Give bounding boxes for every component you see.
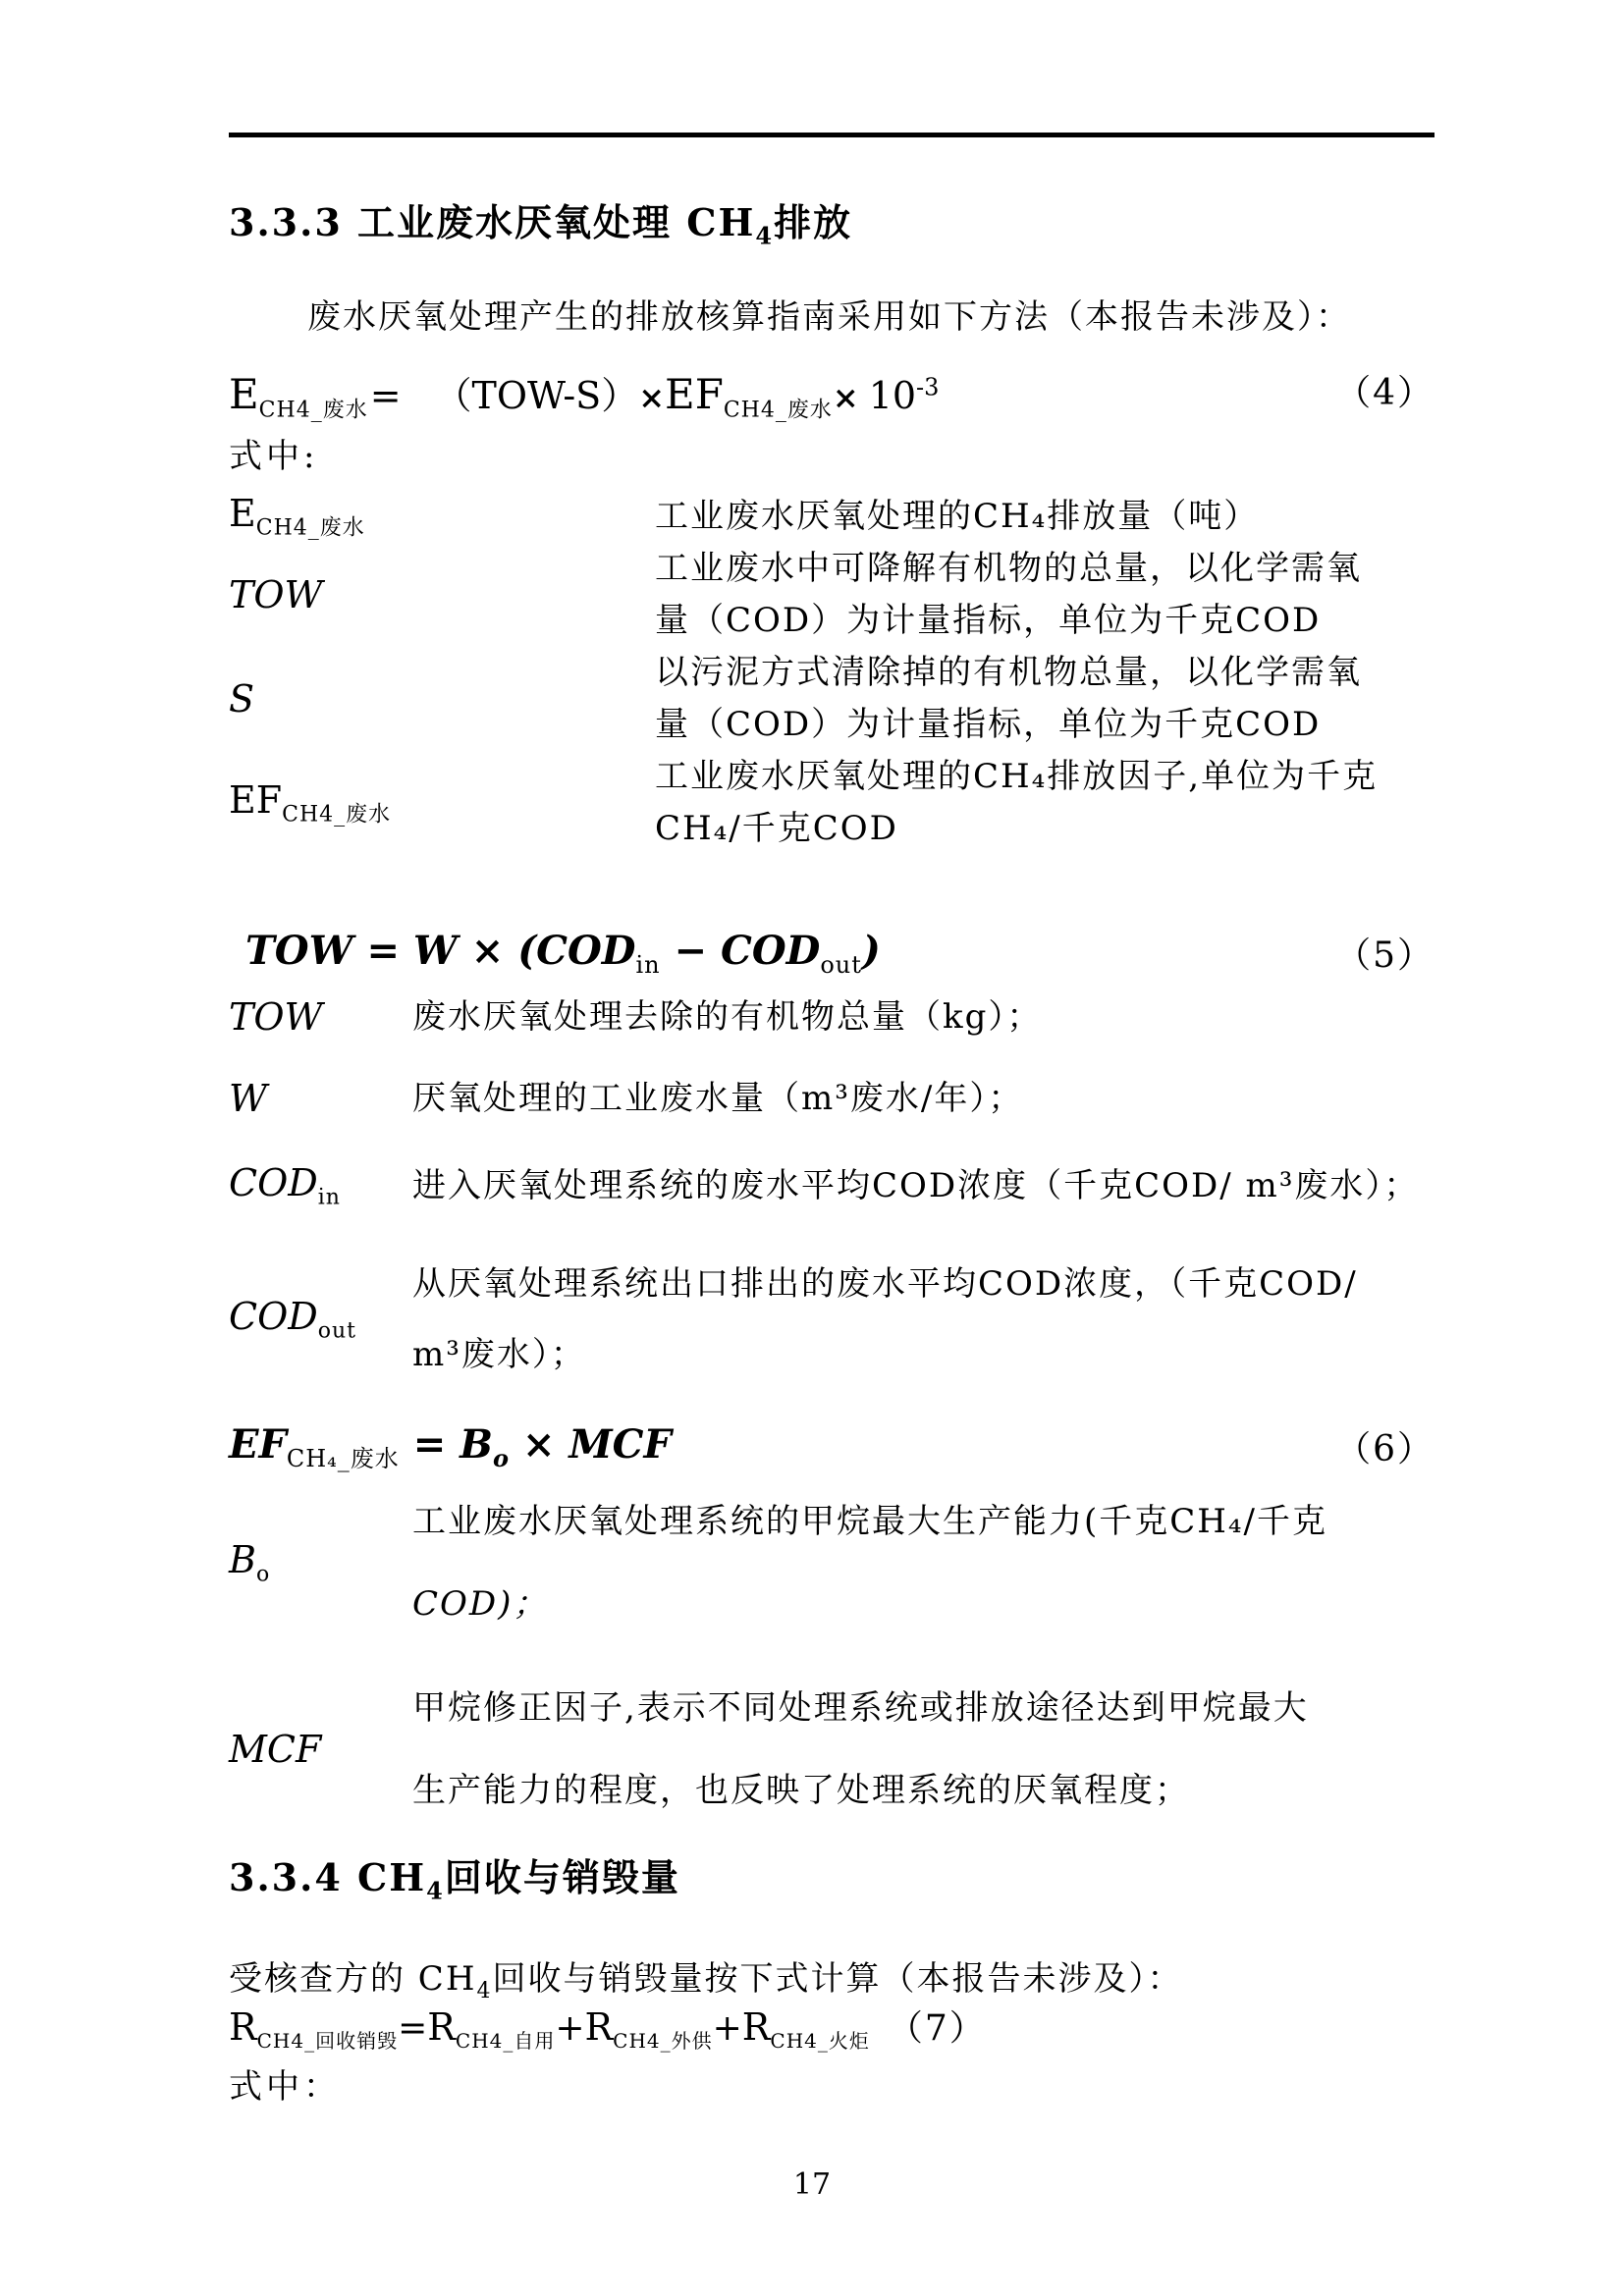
definition-row — [229, 543, 1435, 647]
definition-row — [229, 1158, 1435, 1213]
page-number: 17 — [792, 2167, 832, 2202]
formula-5-sub-out: out — [820, 951, 862, 979]
formula-5 — [245, 928, 1435, 979]
times-sign: × — [832, 379, 859, 416]
formula-4-exponent: -3 — [916, 373, 940, 401]
formula-5-number: （5） — [1335, 935, 1435, 976]
formula-7-r3: R — [584, 2005, 614, 2049]
formula-6-ef: EF — [229, 1421, 287, 1468]
definition-term: W — [229, 1077, 268, 1120]
formula-4 — [229, 365, 1435, 424]
formula-7-r1: R — [229, 2005, 257, 2049]
definition-desc: 从厌氧处理系统出口排出的废水平均COD浓度，（千克COD/ m³废水）； — [412, 1264, 1358, 1374]
heading-text: 回收与销毁量 — [444, 1855, 680, 1899]
formula-7: $R_{CH4\_回收销毁}=R_{CH4\_自用}+R_{CH4\_外供}+R_{CH4\_火炬}$ （7） — [229, 2005, 987, 2054]
equals-sign: = — [369, 374, 402, 417]
definition-term: $B_o$ — [229, 1538, 271, 1587]
formula-5-body: TOW = W × (COD — [245, 928, 636, 974]
definition-row — [229, 751, 1435, 855]
formula-6-body: = B — [399, 1421, 493, 1468]
definition-row — [229, 1249, 1435, 1390]
plus-sign: + — [555, 2008, 585, 2049]
heading-text: 3.3.4 CH — [229, 1855, 427, 1899]
definition-term: MCF — [229, 1728, 322, 1771]
definition-term: S — [229, 677, 255, 721]
definition-row — [229, 491, 1435, 543]
definition-desc: 工业废水厌氧处理的CH₄排放因子,单位为千克 CH₄/千克COD — [655, 757, 1379, 848]
formula-4-number: （4） — [1335, 373, 1435, 413]
definition-term: $COD_{out}$ — [229, 1295, 356, 1344]
formula-6-number: （6） — [1335, 1429, 1435, 1469]
definition-desc: 废水厌氧处理去除的有机物总量（kg）； — [412, 997, 1043, 1037]
formula-6-bo-subscript: o — [493, 1444, 510, 1472]
definition-desc: 厌氧处理的工业废水量（m³废水/年）； — [412, 1079, 1024, 1118]
definition-desc: 进入厌氧处理系统的废水平均COD浓度（千克COD/ m³废水）； — [412, 1166, 1420, 1205]
formula-5-body: − COD — [660, 928, 821, 974]
section-heading-333 — [229, 192, 852, 250]
heading-text: 3.3.3 工业废水厌氧处理 CH — [229, 200, 756, 244]
heading-text: 排放 — [774, 200, 853, 244]
definition-list-formula4 — [229, 491, 1435, 855]
definition-desc: 工业废水中可降解有机物的总量，以化学需氧 量（COD）为计量指标，单位为千克COD — [655, 549, 1362, 640]
definition-term: TOW — [229, 995, 323, 1039]
recovery-paragraph: 受核查方的 $CH_4$回收与销毁量按下式计算（本报告未涉及）： — [229, 1959, 1183, 2003]
formula-7-r2: R — [427, 2005, 456, 2049]
formula-4-lhs: E — [229, 370, 259, 418]
definition-term: $COD_{in}$ — [229, 1161, 341, 1210]
plus-sign: + — [712, 2008, 742, 2049]
definition-desc: 工业废水厌氧处理的CH₄排放量（吨） — [655, 497, 1260, 536]
formula-5-body: ) — [861, 928, 881, 974]
formula-4-ef-subscript: CH4_废水 — [723, 398, 833, 423]
formula-5-sub-in: in — [635, 951, 661, 979]
heading-subscript: 4 — [426, 1876, 445, 1905]
definition-row — [229, 1071, 1435, 1126]
equals-sign: = — [398, 2008, 428, 2049]
where-label-1: 式中: — [229, 437, 319, 476]
definition-list-formula5 — [229, 989, 1435, 1390]
heading-subscript: 4 — [755, 221, 775, 250]
definition-term: TOW — [229, 573, 323, 616]
intro-paragraph: 废水厌氧处理产生的排放核算指南采用如下方法（本报告未涉及）： — [307, 297, 1351, 337]
definition-row — [229, 1667, 1435, 1832]
definition-row — [229, 647, 1435, 751]
definition-row — [229, 1480, 1435, 1645]
definition-term: $E_{CH4\_废水}$ — [229, 492, 365, 541]
formula-6-ef-subscript: CH₄_废水 — [286, 1445, 400, 1472]
formula-6 — [229, 1421, 1435, 1473]
definition-list-formula6 — [229, 1480, 1435, 1832]
formula-4-ef: EF — [665, 370, 724, 418]
where-label-2: 式中： — [229, 2067, 341, 2107]
definition-desc: 甲烷修正因子,表示不同处理系统或排放途径达到甲烷最大 生产能力的程度，也反映了处理系统的厌氧程度； — [412, 1688, 1309, 1810]
formula-4-lhs-subscript: CH4_废水 — [258, 398, 368, 423]
definition-desc: 工业废水厌氧处理系统的甲烷最大生产能力(千克CH₄/千克 COD)； — [412, 1502, 1328, 1624]
formula-4-pow-base: 10 — [868, 374, 917, 417]
formula-6-body: × MCF — [509, 1421, 672, 1468]
definition-row — [229, 989, 1435, 1044]
definition-term: $EF_{CH4\_废水}$ — [229, 777, 392, 828]
definition-desc: 以污泥方式清除掉的有机物总量，以化学需氧 量（COD）为计量指标，单位为千克COD — [655, 653, 1362, 744]
header-rule — [229, 133, 1435, 137]
formula-7-number: （7） — [887, 2008, 987, 2049]
section-heading-334 — [229, 1847, 680, 1905]
formula-7-r4: R — [741, 2005, 771, 2049]
times-sign: × — [638, 379, 666, 416]
formula-4-term: （TOW-S） — [434, 374, 639, 417]
